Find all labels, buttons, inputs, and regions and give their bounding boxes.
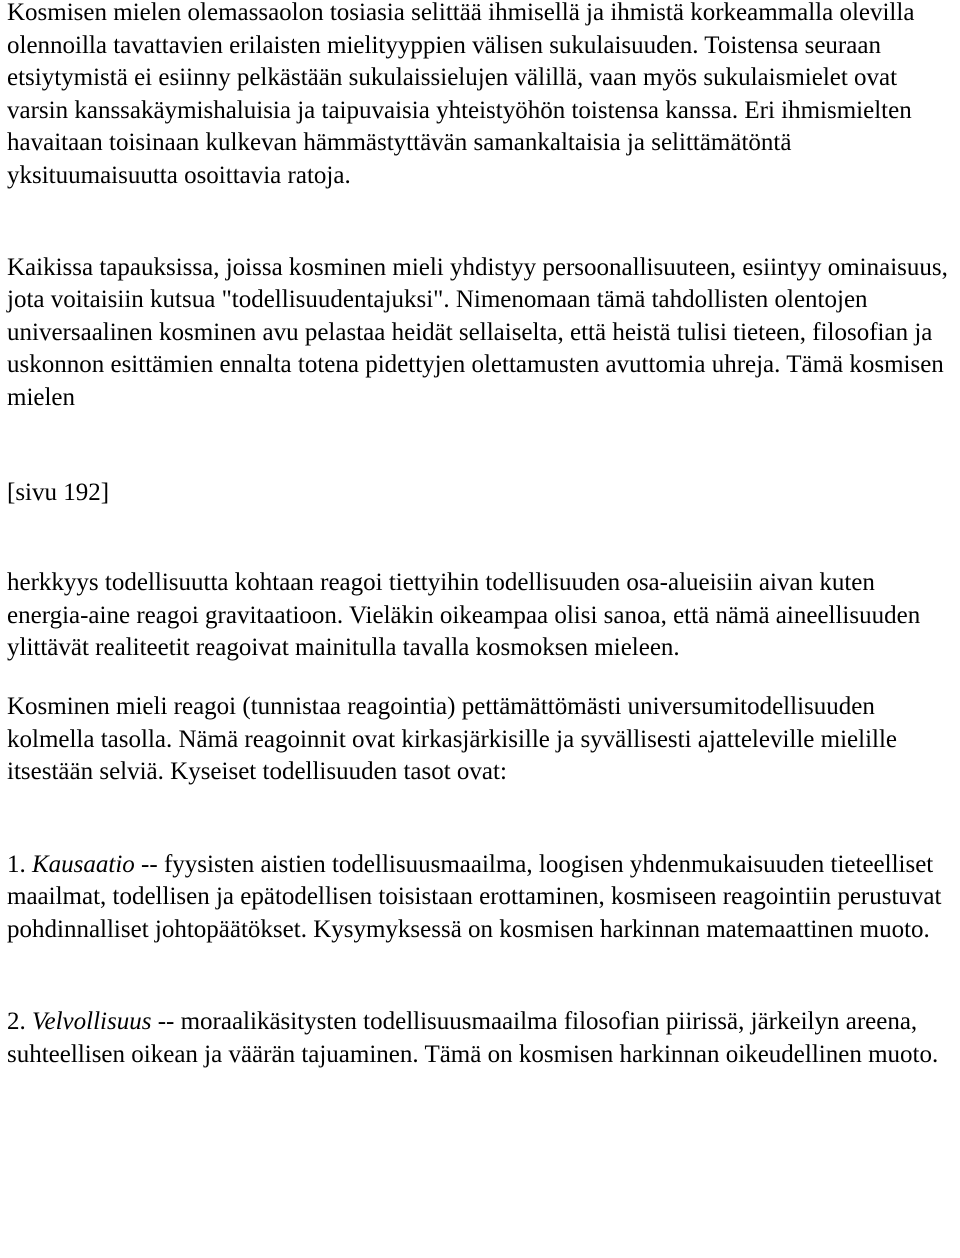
list-term: Kausaatio <box>32 850 135 878</box>
list-text: -- moraalikäsitysten todellisuusmaailma filosofian piirissä, järkeilyn areena, suhteellisen oikean ja väärän tajuaminen. Tämä on kosmisen harkinnan oikeudellinen muoto. <box>7 1008 939 1069</box>
paragraph-three-levels: Kosminen mieli reagoi (tunnistaa reagointia) pettämättömästi universumitodellisuuden kolmella tasolla. Nämä reagoinnit ovat kirkasjärkisille ja syvällisesti ajatteleville mielille itsestään selviä. Kyseiset todellisuuden tasot ovat: <box>7 692 898 786</box>
paragraph-cosmic-mind-kinship: Kosmisen mielen olemassaolon tosiasia selittää ihmisellä ja ihmistä korkeammalla olevilla olennoilla tavattavien erilaisten mielityyppien välisen sukulaisuuden. Toistensa seuraan etsiytymistä ei esiinny pelkästään sukulaissielujen välillä, vaan myös sukulaismielet ovat varsin kanssakäymishaluisia ja taipuvaisia yhteistyöhön toistensa kanssa. Eri ihmismielten havaitaan toisinaan kulkevan hämmästyttävän samankaltaisia ja selittämätöntä yksituumaisuutta osoittavia ratoja. <box>7 0 915 189</box>
list-item-level-1 <box>7 849 955 947</box>
list-term: Velvollisuus <box>32 1008 152 1036</box>
paragraph-sensitivity: herkkyys todellisuutta kohtaan reagoi tiettyihin todellisuuden osa-alueisiin aivan kuten energia-aine reagoi gravitaatioon. Vieläkin oikeampaa olisi sanoa, että nämä aineellisuuden ylittävät realiteetit reagoivat mainitulla tavalla kosmoksen mieleen. <box>7 569 921 662</box>
list-number: 1. <box>7 850 26 878</box>
list-number: 2. <box>7 1008 26 1036</box>
paragraph-reality-sense: Kaikissa tapauksissa, joissa kosminen mieli yhdistyy persoonallisuuteen, esiintyy ominaisuus, jota voitaisiin kutsua "todellisuudentajuksi". Nimenomaan tämä tahdollisten olentojen universaalinen kosminen avu pelastaa heidät sellaiselta, että heistä tulisi tieteen, filosofian ja uskonnon esittämien ennalta totena pidettyjen olettamusten avuttomia uhreja. Tämä kosmisen mielen <box>7 253 948 411</box>
list-text: -- fyysisten aistien todellisuusmaailma, loogisen yhdenmukaisuuden tieteelliset maailmat, todellisen ja epätodellisen toisistaan erottaminen, kosmiseen reagointiin perustuvat pohdinnalliset johtopäätökset. Kysymyksessä on kosmisen harkinnan matemaattinen muoto. <box>7 850 942 943</box>
list-item-level-2 <box>7 1006 955 1071</box>
page-marker: [sivu 192] <box>7 478 110 506</box>
document-page <box>7 0 955 1072</box>
